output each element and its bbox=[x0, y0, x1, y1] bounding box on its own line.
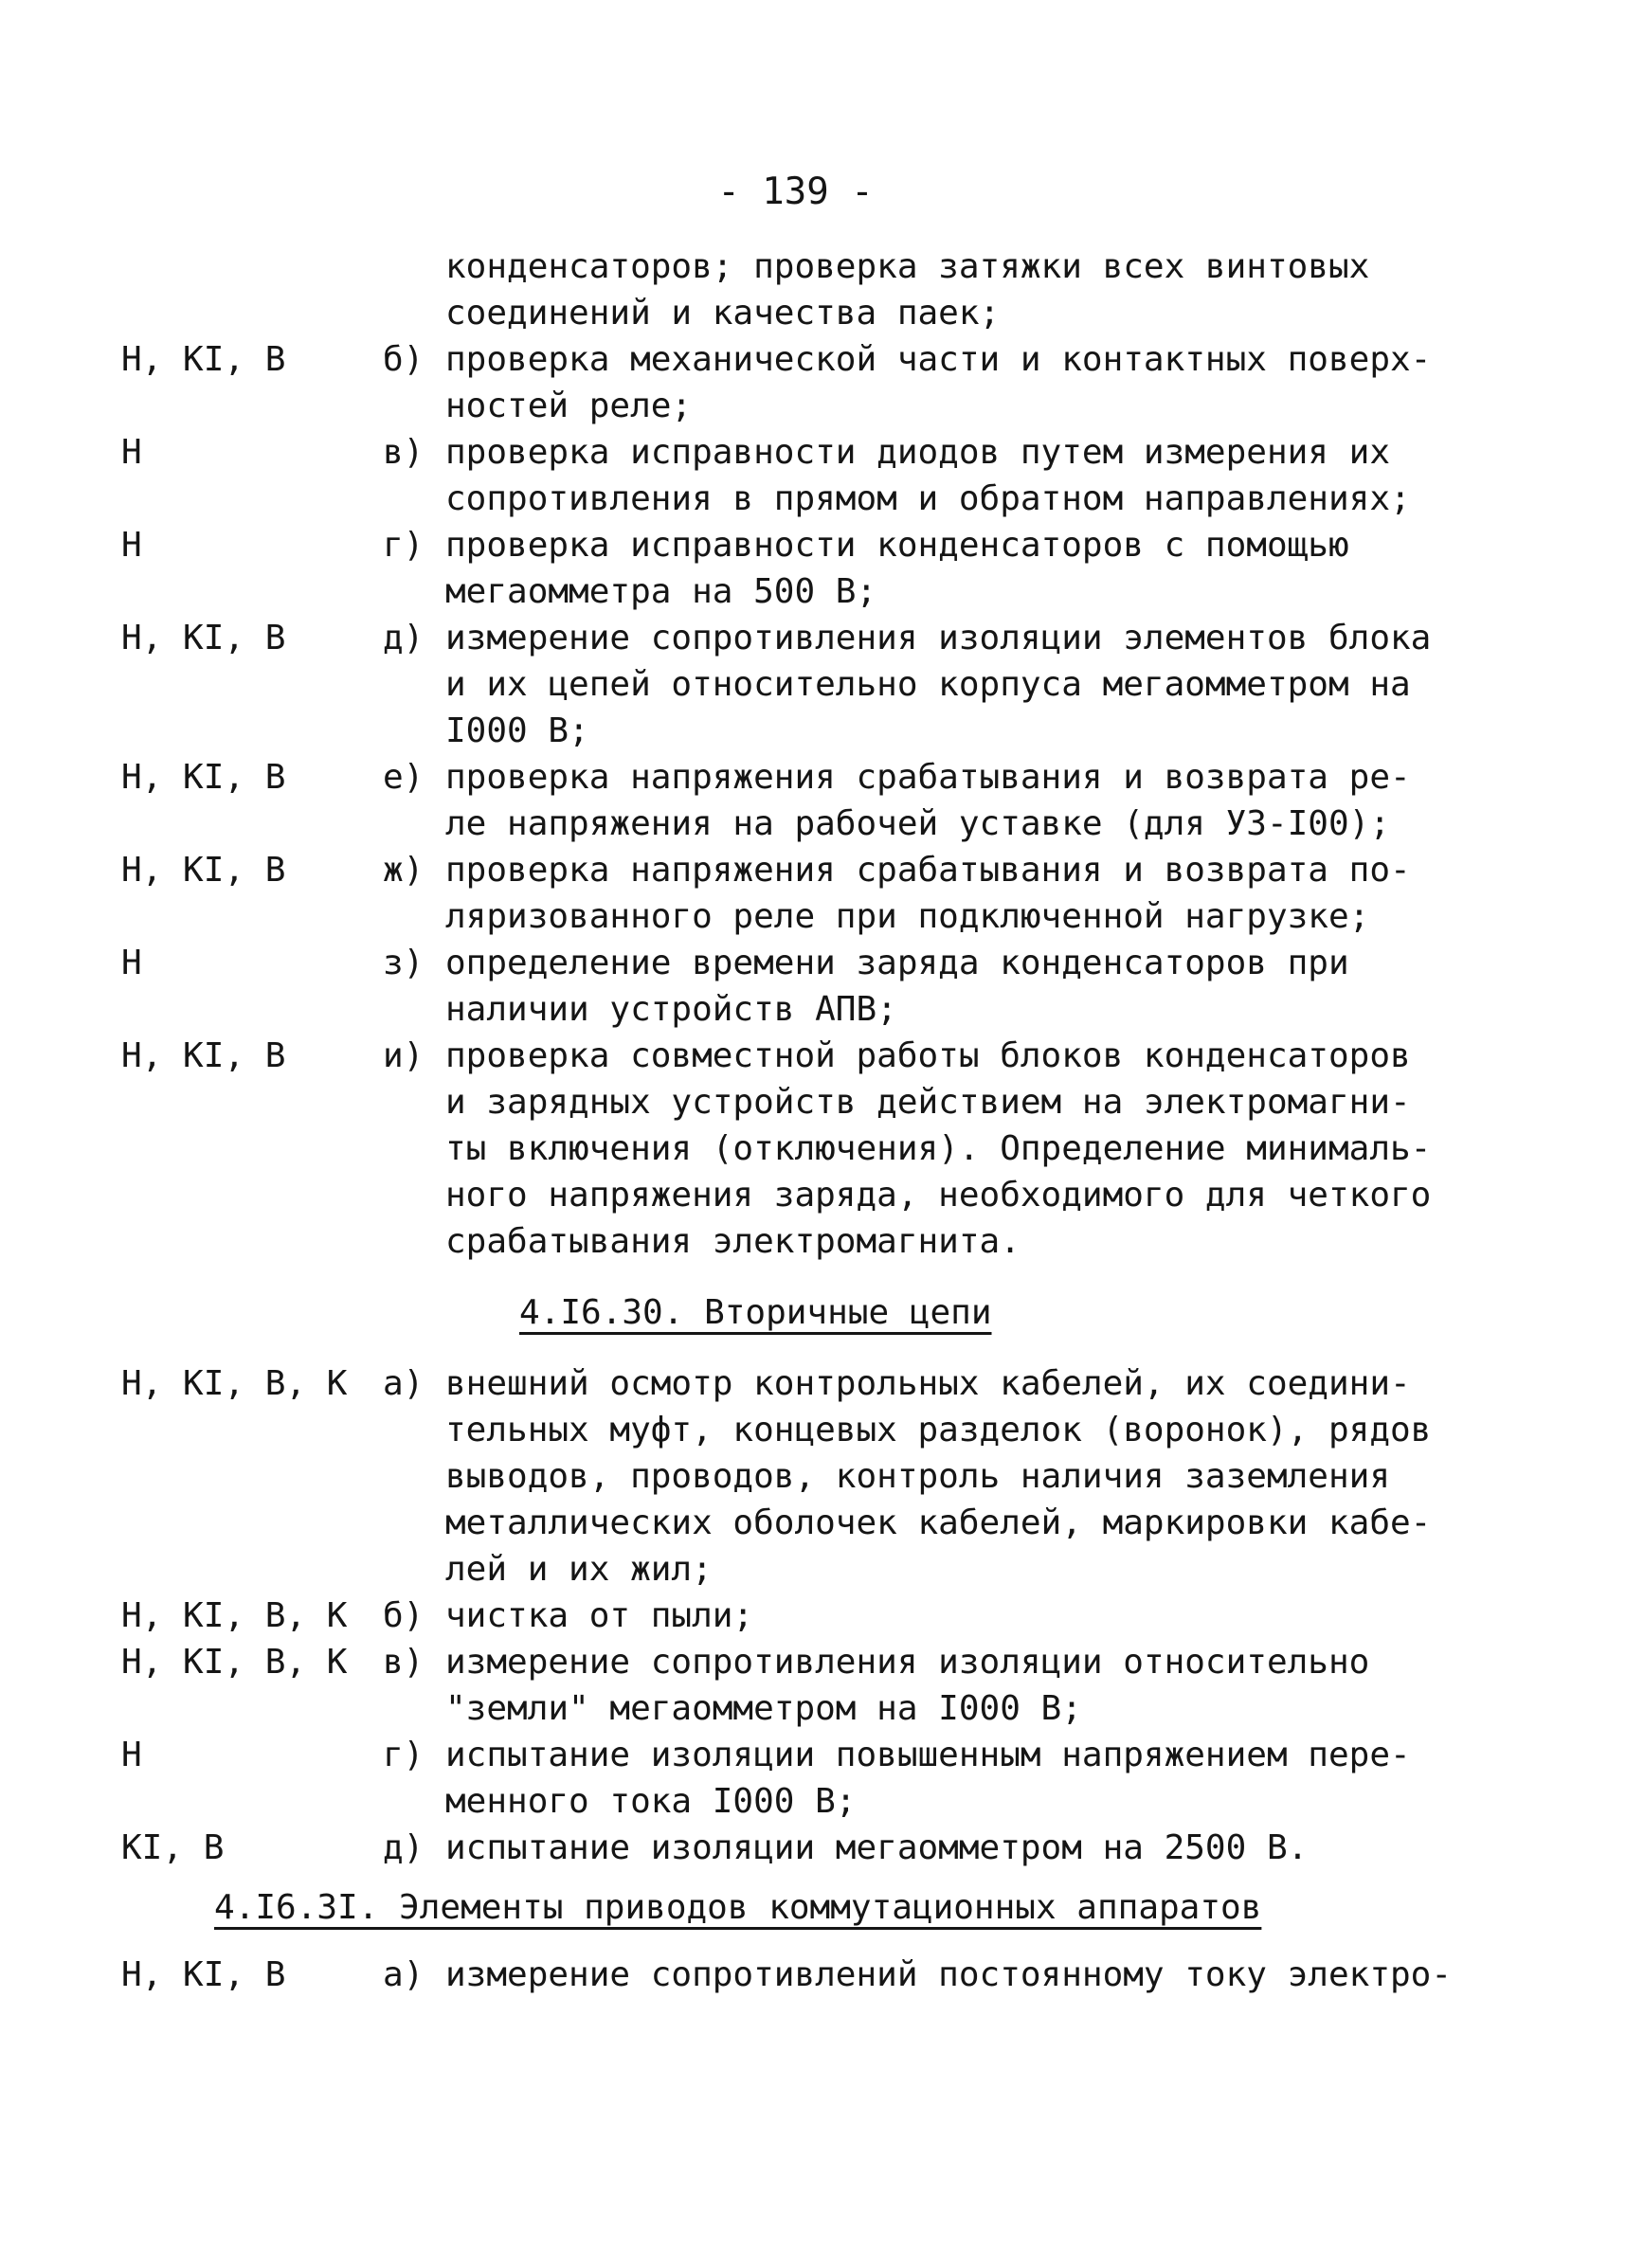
item-marker: а) bbox=[383, 1955, 425, 1994]
item-line: проверка совместной работы блоков конденсаторов bbox=[445, 1036, 1411, 1075]
item-line: проверка механической части и контактных поверх- bbox=[445, 340, 1432, 379]
item-line: испытание изоляции мегаомметром на 2500 В. bbox=[445, 1828, 1309, 1867]
item-line: проверка исправности диодов путем измерения их bbox=[445, 433, 1390, 472]
section-heading: 4.I6.3I. Элементы приводов коммутационных аппаратов bbox=[214, 1888, 1262, 1927]
inspection-codes: Н, КI, В bbox=[121, 851, 286, 890]
item-line: "земли" мегаомметром на I000 В; bbox=[445, 1689, 1082, 1728]
item-line: ляризованного реле при подключенной нагрузке; bbox=[445, 897, 1370, 936]
inspection-codes: Н bbox=[121, 1736, 142, 1774]
item-line: сопротивления в прямом и обратном направлениях; bbox=[445, 479, 1411, 518]
item-line: чистка от пыли; bbox=[445, 1596, 754, 1635]
item-marker: а) bbox=[383, 1364, 425, 1403]
item-line: мегаомметра на 500 В; bbox=[445, 572, 877, 611]
item-marker: е) bbox=[383, 758, 425, 797]
item-line: ты включения (отключения). Определение минималь- bbox=[445, 1129, 1432, 1168]
item-line: тельных муфт, концевых разделок (воронок), рядов bbox=[445, 1411, 1432, 1449]
item-marker: и) bbox=[383, 1036, 425, 1075]
item-line: проверка напряжения срабатывания и возврата по- bbox=[445, 851, 1411, 890]
item-line: измерение сопротивления изоляции относительно bbox=[445, 1643, 1370, 1682]
item-line: и их цепей относительно корпуса мегаомметром на bbox=[445, 665, 1411, 704]
item-line: и зарядных устройств действием на электромагни- bbox=[445, 1083, 1411, 1122]
section-heading: 4.I6.30. Вторичные цепи bbox=[519, 1293, 992, 1332]
inspection-codes: Н bbox=[121, 433, 142, 472]
item-line: проверка напряжения срабатывания и возврата ре- bbox=[445, 758, 1411, 797]
item-marker: г) bbox=[383, 1736, 425, 1774]
item-marker: ж) bbox=[383, 851, 425, 890]
item-line: ного напряжения заряда, необходимого для четкого bbox=[445, 1176, 1432, 1215]
item-line: соединений и качества паек; bbox=[445, 294, 1001, 333]
inspection-codes: Н, КI, В bbox=[121, 619, 286, 657]
item-line: выводов, проводов, контроль наличия заземления bbox=[445, 1457, 1390, 1496]
item-line: конденсаторов; проверка затяжки всех винтовых bbox=[445, 247, 1370, 286]
item-line: I000 В; bbox=[445, 711, 589, 750]
item-marker: з) bbox=[383, 944, 425, 982]
item-line: срабатывания электромагнита. bbox=[445, 1222, 1021, 1261]
inspection-codes: Н, КI, В, К bbox=[121, 1643, 348, 1682]
inspection-codes: Н, КI, В bbox=[121, 758, 286, 797]
item-marker: д) bbox=[383, 1828, 425, 1867]
item-line: внешний осмотр контрольных кабелей, их соедини- bbox=[445, 1364, 1411, 1403]
item-line: металлических оболочек кабелей, маркировки кабе- bbox=[445, 1503, 1432, 1542]
item-marker: в) bbox=[383, 1643, 425, 1682]
item-line: менного тока I000 В; bbox=[445, 1782, 857, 1821]
item-line: наличии устройств АПВ; bbox=[445, 990, 897, 1029]
item-marker: в) bbox=[383, 433, 425, 472]
inspection-codes: Н, КI, В bbox=[121, 340, 286, 379]
item-line: ле напряжения на рабочей уставке (для УЗ-I00); bbox=[445, 804, 1390, 843]
item-marker: б) bbox=[383, 340, 425, 379]
item-line: испытание изоляции повышенным напряжением пере- bbox=[445, 1736, 1411, 1774]
inspection-codes: Н, КI, В bbox=[121, 1955, 286, 1994]
inspection-codes: Н, КI, В bbox=[121, 1036, 286, 1075]
inspection-codes: Н bbox=[121, 944, 142, 982]
item-marker: д) bbox=[383, 619, 425, 657]
item-marker: б) bbox=[383, 1596, 425, 1635]
item-line: проверка исправности конденсаторов с помощью bbox=[445, 526, 1349, 565]
inspection-codes: КI, В bbox=[121, 1828, 225, 1867]
item-marker: г) bbox=[383, 526, 425, 565]
item-line: лей и их жил; bbox=[445, 1550, 713, 1589]
inspection-codes: Н bbox=[121, 526, 142, 565]
inspection-codes: Н, КI, В, К bbox=[121, 1596, 348, 1635]
item-line: измерение сопротивлений постоянному току электро- bbox=[445, 1955, 1453, 1994]
item-line: ностей реле; bbox=[445, 387, 693, 425]
item-line: определение времени заряда конденсаторов при bbox=[445, 944, 1349, 982]
page-number: - 139 - bbox=[717, 171, 874, 213]
inspection-codes: Н, КI, В, К bbox=[121, 1364, 348, 1403]
item-line: измерение сопротивления изоляции элементов блока bbox=[445, 619, 1432, 657]
